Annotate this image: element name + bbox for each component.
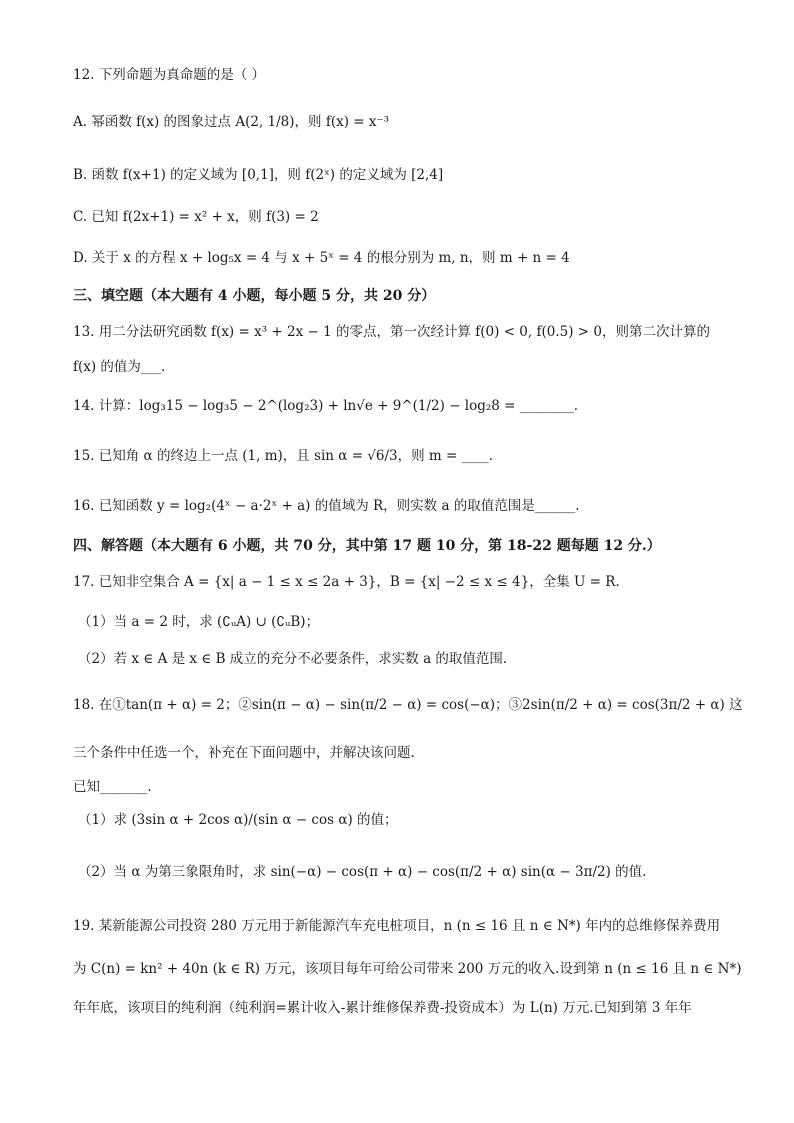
q12-option-d: D. 关于 x 的方程 x + log₅x = 4 与 x + 5ˣ = 4 的根分别为 m, n，则 m + n = 4 [73,250,570,266]
q12-option-a: A. 幂函数 f(x) 的图象过点 A(2, 1/8)，则 f(x) = x⁻³ [73,114,390,130]
section3-heading: 三、填空题（本大题有 4 小题，每小题 5 分，共 20 分） [73,288,436,304]
q18-part2: （2）当 α 为第三象限角时，求 sin(−α) − cos(π + α) − cos(π/2 + α) sin(α − 3π/2) 的值. [78,864,647,880]
q18-line2: 三个条件中任选一个，补充在下面问题中，并解决该问题. [73,745,415,761]
q16-text: 16. 已知函数 y = log₂(4ˣ − a·2ˣ + a) 的值域为 R，则实数 a 的取值范围是______. [73,498,580,514]
q17-part2: （2）若 x ∈ A 是 x ∈ B 成立的充分不必要条件，求实数 a 的取值范围. [78,651,508,667]
q12-stem: 12. 下列命题为真命题的是（ ） [73,67,266,83]
q19-line1: 19. 某新能源公司投资 280 万元用于新能源汽车充电桩项目，n (n ≤ 16 且 n ∈ N*) 年内的总维修保养费用 [73,918,721,934]
q13-line1: 13. 用二分法研究函数 f(x) = x³ + 2x − 1 的零点，第一次经计算 f(0) < 0, f(0.5) > 0，则第二次计算的 [73,324,710,340]
q18-part1: （1）求 (3sin α + 2cos α)/(sin α − cos α) 的值； [78,812,398,828]
q13-line2: f(x) 的值为___. [73,359,166,375]
q18-line1: 18. 在①tan(π + α) = 2；②sin(π − α) − sin(π/2 − α) = cos(−α)；③2sin(π/2 + α) = cos(3π/2 + α) 这 [73,697,743,713]
q15-text: 15. 已知角 α 的终边上一点 (1, m)，且 sin α = √6/3，则 m = ____. [73,448,493,464]
q19-line3: 年年底，该项目的纯利润（纯利润=累计收入-累计维修保养费-投资成本）为 L(n) 万元.已知到第 3 年年 [73,1000,692,1016]
q17-stem: 17. 已知非空集合 A = {x| a − 1 ≤ x ≤ 2a + 3}，B = {x| −2 ≤ x ≤ 4}，全集 U = R. [73,574,620,590]
q17-part1: （1）当 a = 2 时，求 (∁ᵤA) ∪ (∁ᵤB)； [78,614,320,630]
q14-text: 14. 计算：log₃15 − log₃5 − 2^(log₂3) + ln√e + 9^(1/2) − log₂8 = ________. [73,398,579,414]
section4-heading: 四、解答题（本大题有 6 小题，共 70 分，其中第 17 题 10 分，第 18-22 题每题 12 分.） [73,538,661,554]
q12-option-b: B. 函数 f(x+1) 的定义域为 [0,1]，则 f(2ˣ) 的定义域为 [2,4] [73,167,444,183]
q12-option-c: C. 已知 f(2x+1) = x² + x，则 f(3) = 2 [73,209,319,225]
q18-line3: 已知_______. [73,779,152,795]
q19-line2: 为 C(n) = kn² + 40n (k ∈ R) 万元，该项目每年可给公司带来 200 万元的收入.设到第 n (n ≤ 16 且 n ∈ N*) [73,961,742,977]
